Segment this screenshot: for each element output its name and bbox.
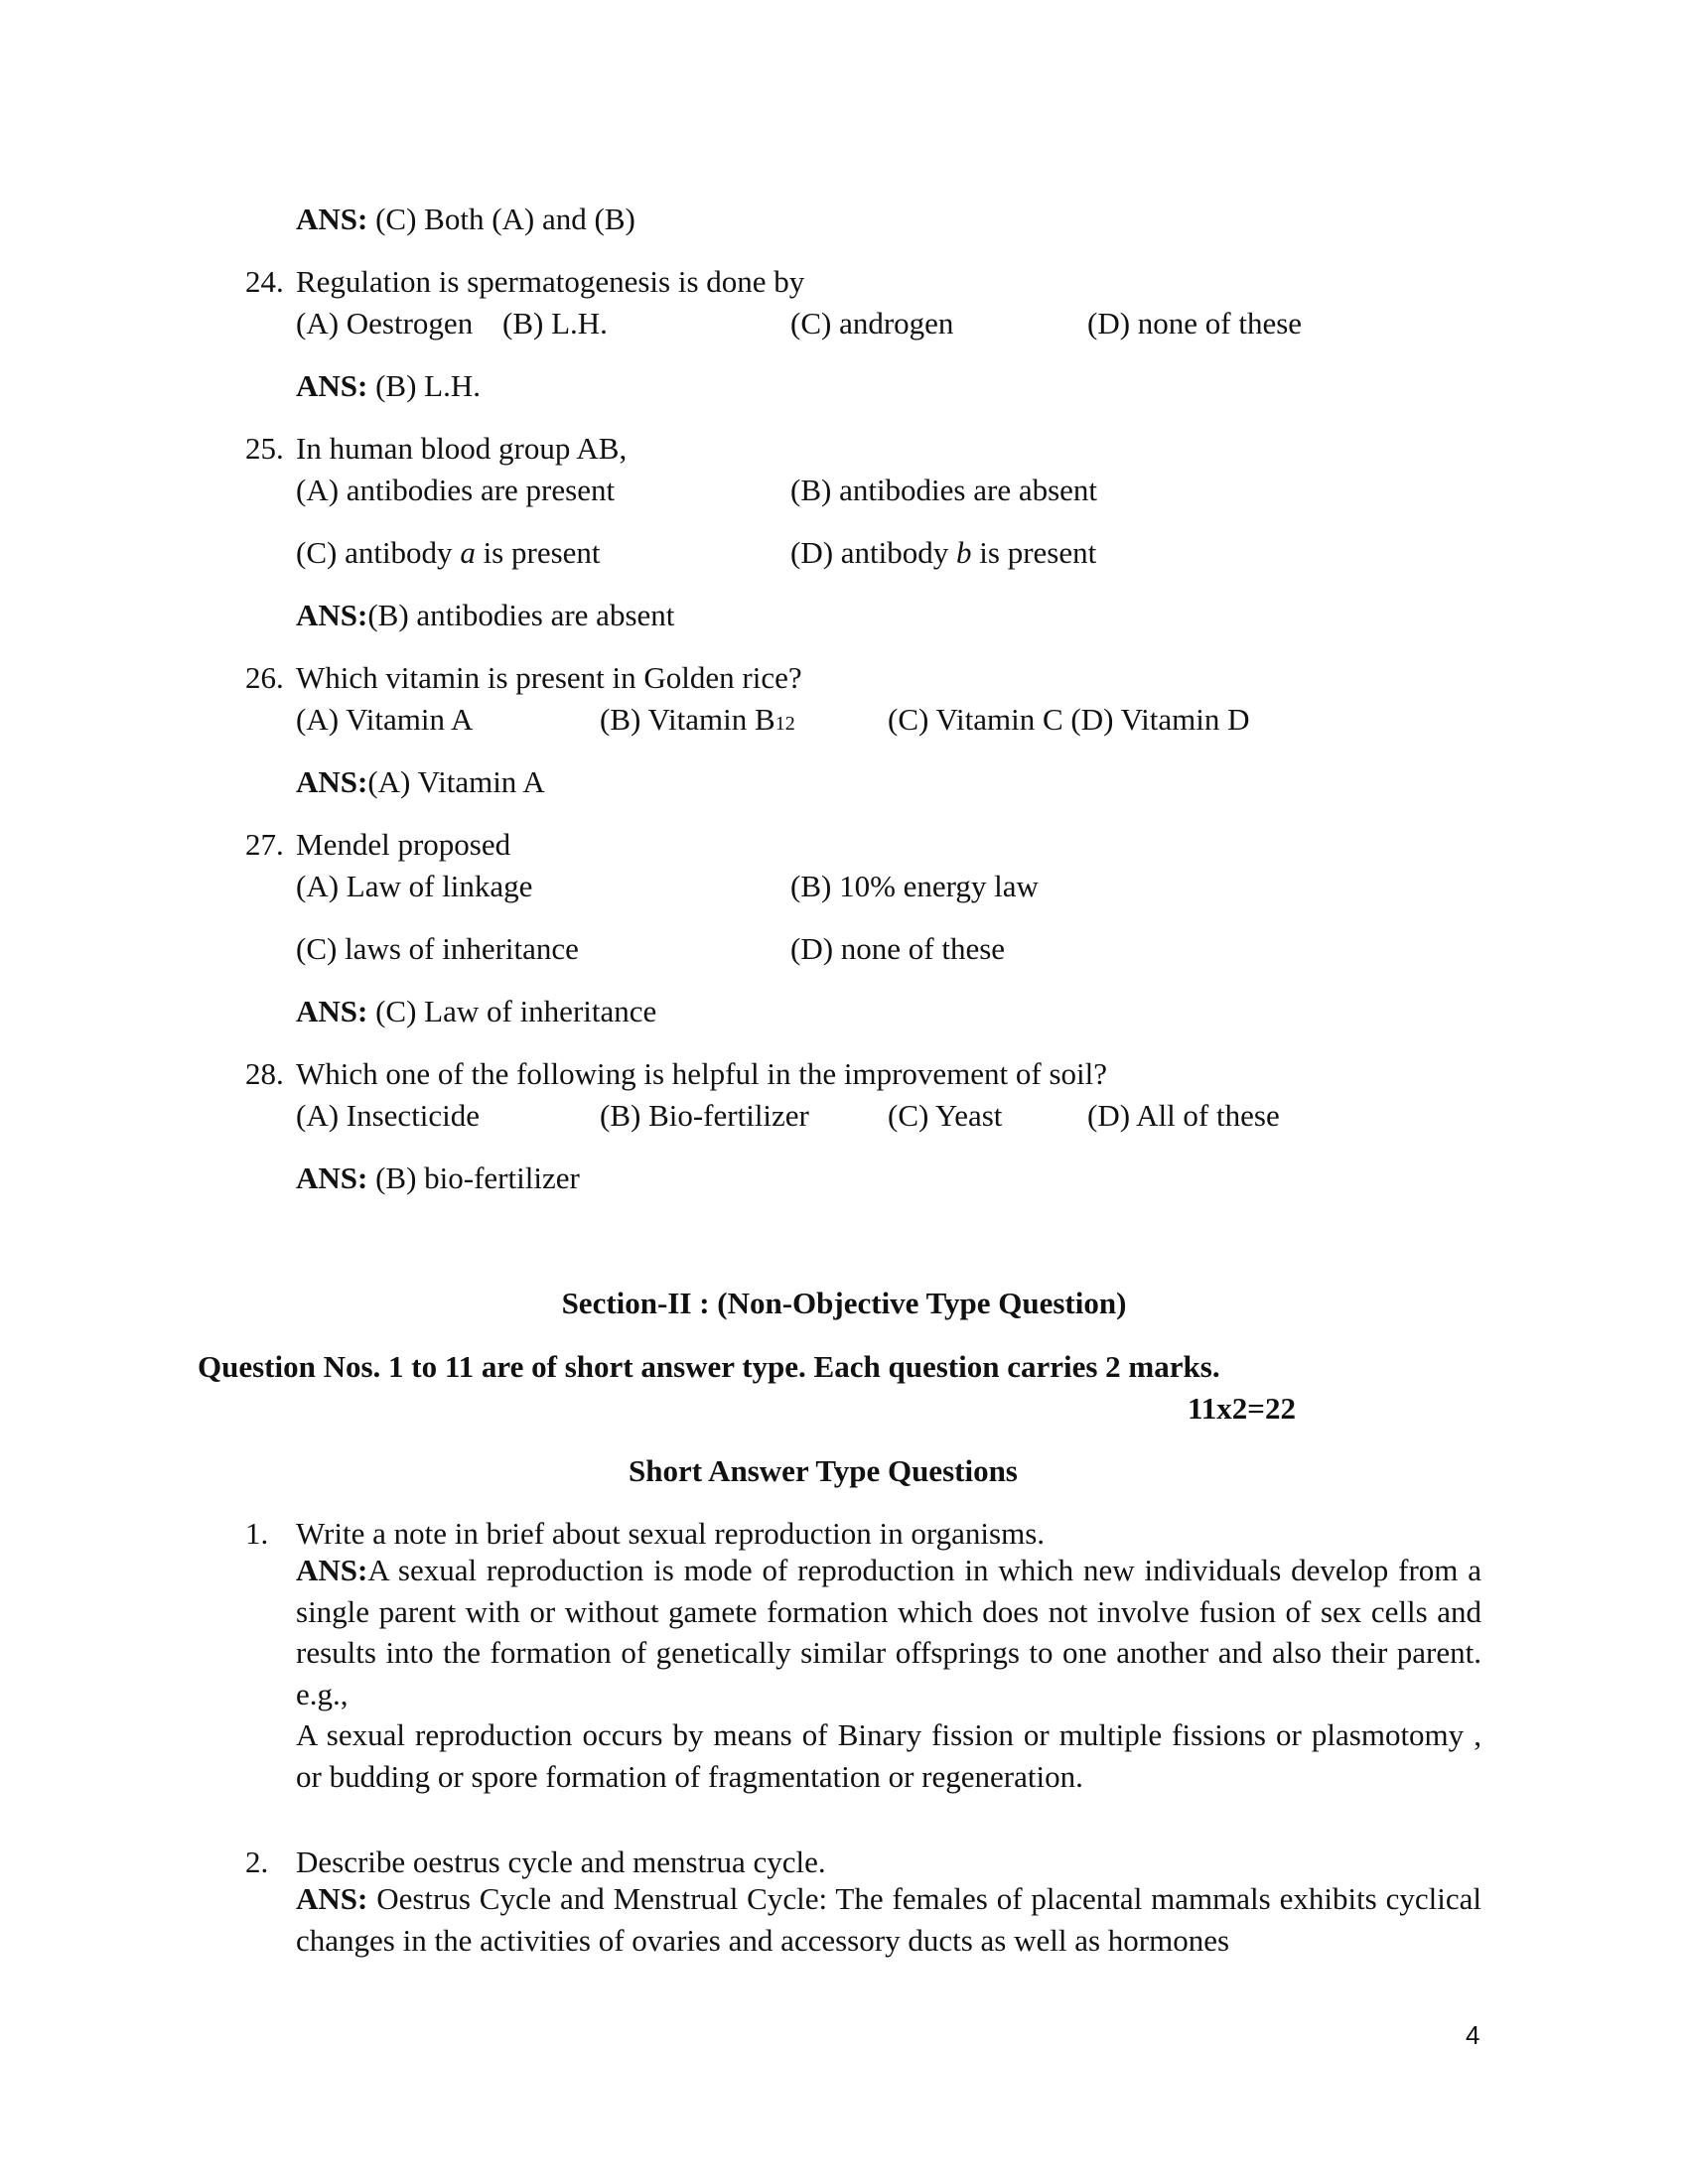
q28-option-a: (A) Insecticide	[296, 1098, 481, 1133]
section-instruction: Question Nos. 1 to 11 are of short answer type. Each question carries 2 marks.	[198, 1349, 1220, 1384]
q26-option-b: (B) Vitamin B12	[600, 702, 795, 737]
q24-option-d: (D) none of these	[1087, 306, 1303, 341]
q26-option-c-d: (C) Vitamin C (D) Vitamin D	[888, 702, 1250, 737]
short-answer-1: ANS:A sexual reproduction is mode of reproduction in which new individuals develop from a single parent with or without gamete formation which does not involve fusion of sex cells and results into the formation of genetically similar offsprings to one another and also their parent. e.g.,	[296, 1553, 1481, 1711]
q25-option-a: (A) antibodies are present	[296, 473, 616, 507]
question-28-text: Which one of the following is helpful in the improvement of soil?	[296, 1056, 1108, 1091]
question-24-number: 24.	[245, 264, 284, 299]
section-subtitle: Short Answer Type Questions	[629, 1453, 1018, 1488]
q27-option-a: (A) Law of linkage	[296, 869, 533, 903]
q24-option-c: (C) androgen	[790, 306, 954, 341]
answer-27: ANS: (C) Law of inheritance	[296, 994, 657, 1028]
question-27-number: 27.	[245, 827, 284, 862]
question-26-number: 26.	[245, 660, 284, 695]
question-25-number: 25.	[245, 431, 284, 466]
page-number: 4	[1466, 2020, 1480, 2050]
question-26-text: Which vitamin is present in Golden rice?	[296, 660, 802, 695]
section-title: Section-II : (Non-Objective Type Question)	[561, 1286, 1127, 1320]
q28-option-b: (B) Bio-fertilizer	[600, 1098, 809, 1133]
q25-option-c: (C) antibody a is present	[296, 535, 601, 570]
question-24-text: Regulation is spermatogenesis is done by	[296, 264, 805, 299]
q24-option-a: (A) Oestrogen	[296, 306, 474, 341]
section-marks: 11x2=22	[1188, 1391, 1296, 1426]
answer-24: ANS: (B) L.H.	[296, 368, 481, 403]
short-question-1-number: 1.	[245, 1516, 269, 1551]
q27-option-c: (C) laws of inheritance	[296, 931, 579, 966]
q26-option-a: (A) Vitamin A	[296, 702, 474, 737]
q28-option-d: (D) All of these	[1087, 1098, 1280, 1133]
q25-option-d: (D) antibody b is present	[790, 535, 1097, 570]
question-25-text: In human blood group AB,	[296, 431, 628, 466]
answer-25: ANS:(B) antibodies are absent	[296, 598, 675, 632]
question-28-number: 28.	[245, 1056, 284, 1091]
short-question-2-text: Describe oestrus cycle and menstrua cycle.	[296, 1844, 826, 1879]
q24-option-b: (B) L.H.	[502, 306, 608, 341]
question-27-text: Mendel proposed	[296, 827, 511, 862]
short-answer-2: ANS: Oestrus Cycle and Menstrual Cycle: The females of placental mammals exhibits cyclical changes in the activities of ovaries and accessory ducts as well as hormones	[296, 1881, 1481, 1958]
answer-28: ANS: (B) bio-fertilizer	[296, 1160, 580, 1195]
answer-26: ANS:(A) Vitamin A	[296, 764, 545, 799]
q27-option-b: (B) 10% energy law	[790, 869, 1039, 903]
short-answer-1-continued: A sexual reproduction occurs by means of Binary fission or multiple fissions or plasmotomy , or budding or spore formation of fragmentation or regeneration.	[296, 1717, 1481, 1794]
answer-23: ANS: (C) Both (A) and (B)	[296, 202, 635, 236]
short-question-1-text: Write a note in brief about sexual reproduction in organisms.	[296, 1516, 1046, 1551]
q28-option-c: (C) Yeast	[888, 1098, 1003, 1133]
short-question-2-number: 2.	[245, 1844, 269, 1879]
q25-option-b: (B) antibodies are absent	[790, 473, 1098, 507]
q27-option-d: (D) none of these	[790, 931, 1006, 966]
